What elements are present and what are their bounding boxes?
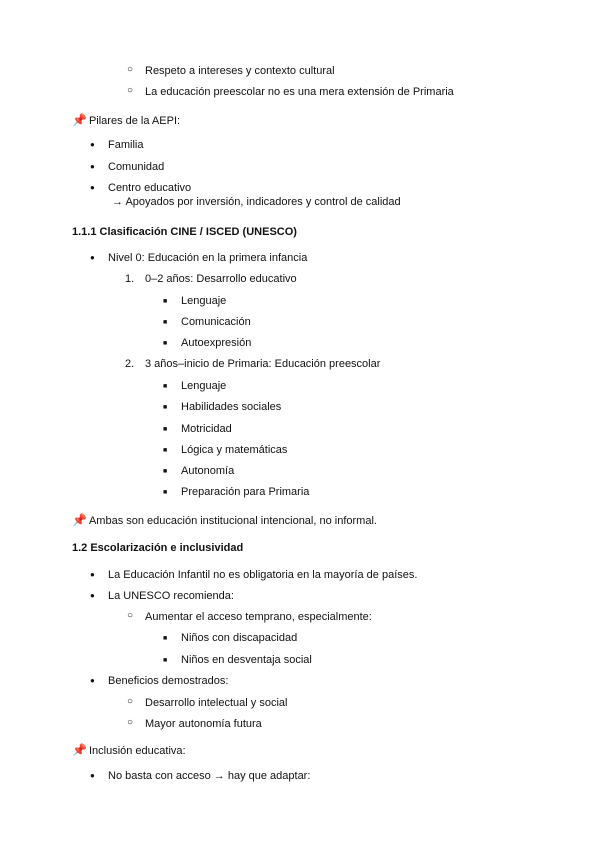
ambas-note: 📌 Ambas son educación institucional intencional, no informal. bbox=[72, 513, 377, 527]
list-item: ■ Lenguaje bbox=[181, 294, 226, 308]
list-item: ○ La educación preescolar no es una mera extensión de Primaria bbox=[145, 85, 454, 99]
list-item: ● La Educación Infantil no es obligatoria en la mayoría de países. bbox=[108, 568, 417, 582]
list-item: ● Comunidad bbox=[108, 160, 164, 174]
section-heading: 1.2 Escolarización e inclusividad bbox=[72, 542, 244, 554]
section-heading: 1.1.1 Clasificación CINE / ISCED (UNESCO) bbox=[72, 226, 297, 238]
numbered-item: 1. 0–2 años: Desarrollo educativo bbox=[125, 273, 297, 285]
list-item: ● La UNESCO recomienda: bbox=[108, 589, 234, 603]
list-item: ■ Lógica y matemáticas bbox=[181, 443, 287, 457]
list-item: ■ Motricidad bbox=[181, 422, 232, 436]
list-item: ● Familia bbox=[108, 138, 143, 152]
pushpin-icon: 📌 bbox=[72, 513, 87, 527]
list-item: ○ Mayor autonomía futura bbox=[145, 717, 262, 731]
pushpin-icon: 📌 bbox=[72, 743, 87, 757]
list-item: ■ Niños en desventaja social bbox=[181, 653, 312, 667]
pushpin-icon: 📌 bbox=[72, 113, 87, 127]
pillars-note: 📌 Pilares de la AEPI: bbox=[72, 113, 181, 127]
list-item: ● No basta con acceso → hay que adaptar: bbox=[108, 769, 310, 783]
numbered-item: 2. 3 años–inicio de Primaria: Educación preescolar bbox=[125, 358, 381, 370]
list-item: ● Nivel 0: Educación en la primera infancia bbox=[108, 251, 307, 265]
pillars-subnote: → Apoyados por inversión, indicadores y control de calidad bbox=[112, 196, 401, 208]
list-item: ○ Respeto a intereses y contexto cultural bbox=[145, 64, 335, 78]
list-item: ○ Aumentar el acceso temprano, especialmente: bbox=[145, 610, 372, 624]
item-number: 2. bbox=[125, 358, 135, 370]
list-item: ■ Lenguaje bbox=[181, 379, 226, 393]
list-item: ■ Habilidades sociales bbox=[181, 400, 281, 414]
list-item: ○ Desarrollo intelectual y social bbox=[145, 696, 287, 710]
list-item: ■ Autoexpresión bbox=[181, 336, 251, 350]
list-item: ■ Niños con discapacidad bbox=[181, 631, 297, 645]
list-item: ● Beneficios demostrados: bbox=[108, 674, 228, 688]
list-item: ■ Preparación para Primaria bbox=[181, 485, 309, 499]
item-number: 1. bbox=[125, 273, 135, 285]
list-item: ■ Comunicación bbox=[181, 315, 251, 329]
list-item: ■ Autonomía bbox=[181, 464, 234, 478]
inclusion-note: 📌 Inclusión educativa: bbox=[72, 743, 186, 757]
list-item: ● Centro educativo bbox=[108, 181, 191, 195]
